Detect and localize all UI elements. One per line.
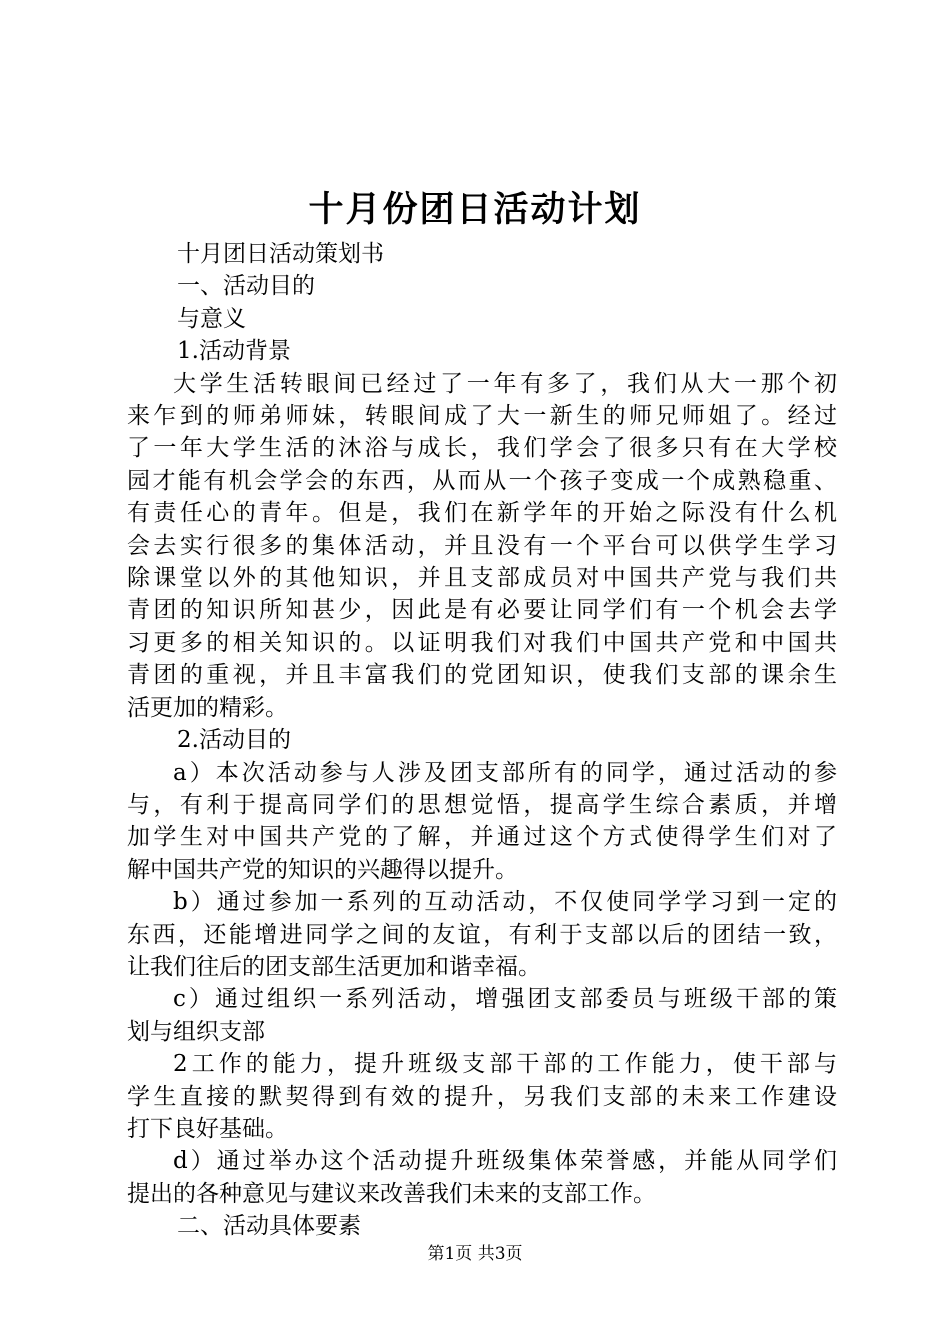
paragraph-line: 青团的重视，并且丰富我们的党团知识，使我们支部的课余生 [127,662,837,689]
paragraph-line: 习更多的相关知识的。以证明我们对我们中国共产党和中国共 [127,629,837,656]
paragraph-line: 活更加的精彩。 [127,694,288,721]
paragraph-line: 让我们往后的团支部生活更加和谐幸福。 [127,953,541,980]
paragraph-line: c）通过组织一系列活动，增强团支部委员与班级干部的策 [173,986,837,1013]
paragraph-line: 学生直接的默契得到有效的提升，另我们支部的未来工作建设 [127,1083,837,1110]
heading-purpose: 2.活动目的 [177,727,291,754]
paragraph-line: b）通过参加一系列的互动活动，不仅使同学学习到一定的 [173,889,837,916]
paragraph-line: d）通过举办这个活动提升班级集体荣誉感，并能从同学们 [173,1148,837,1175]
paragraph-line: 了一年大学生活的沐浴与成长，我们学会了很多只有在大学校 [127,435,837,462]
paragraph-line: 划与组织支部 [127,1018,265,1045]
paragraph-line: 打下良好基础。 [127,1115,288,1142]
heading-section-2: 二、活动具体要素 [177,1213,361,1240]
paragraph-line: 加学生对中国共产党的了解，并通过这个方式使得学生们对了 [127,824,837,851]
paragraph-line: 来乍到的师弟师妹，转眼间成了大一新生的师兄师姐了。经过 [127,403,837,430]
paragraph-line: 提出的各种意见与建议来改善我们未来的支部工作。 [127,1180,656,1207]
heading-section-1-cont: 与意义 [177,305,246,332]
paragraph-line: 园才能有机会学会的东西，从而从一个孩子变成一个成熟稳重、 [127,467,837,494]
paragraph-line: 除课堂以外的其他知识，并且支部成员对中国共产党与我们共 [127,565,837,592]
paragraph-line: 会去实行很多的集体活动，并且没有一个平台可以供学生学习 [127,532,837,559]
document-body [127,238,837,1243]
paragraph-line: a）本次活动参与人涉及团支部所有的同学，通过活动的参 [173,759,837,786]
paragraph-line: 东西，还能增进同学之间的友谊，有利于支部以后的团结一致， [127,921,837,948]
paragraph-line: 解中国共产党的知识的兴趣得以提升。 [127,856,518,883]
page-number-footer: 第1页 共3页 [427,1244,523,1264]
document-title: 十月份团日活动计划 [308,189,642,230]
heading-plan: 十月团日活动策划书 [177,241,384,267]
paragraph-line: 大学生活转眼间已经过了一年有多了，我们从大一那个初 [173,370,837,397]
paragraph-line: 与，有利于提高同学们的思想觉悟，提高学生综合素质，并增 [127,791,837,818]
paragraph-line: 有责任心的青年。但是，我们在新学年的开始之际没有什么机 [127,500,837,527]
paragraph-line: 2工作的能力，提升班级支部干部的工作能力，使干部与 [173,1051,837,1078]
heading-background: 1.活动背景 [177,338,291,365]
paragraph-line: 青团的知识所知甚少，因此是有必要让同学们有一个机会去学 [127,597,837,624]
heading-section-1: 一、活动目的 [177,273,315,300]
